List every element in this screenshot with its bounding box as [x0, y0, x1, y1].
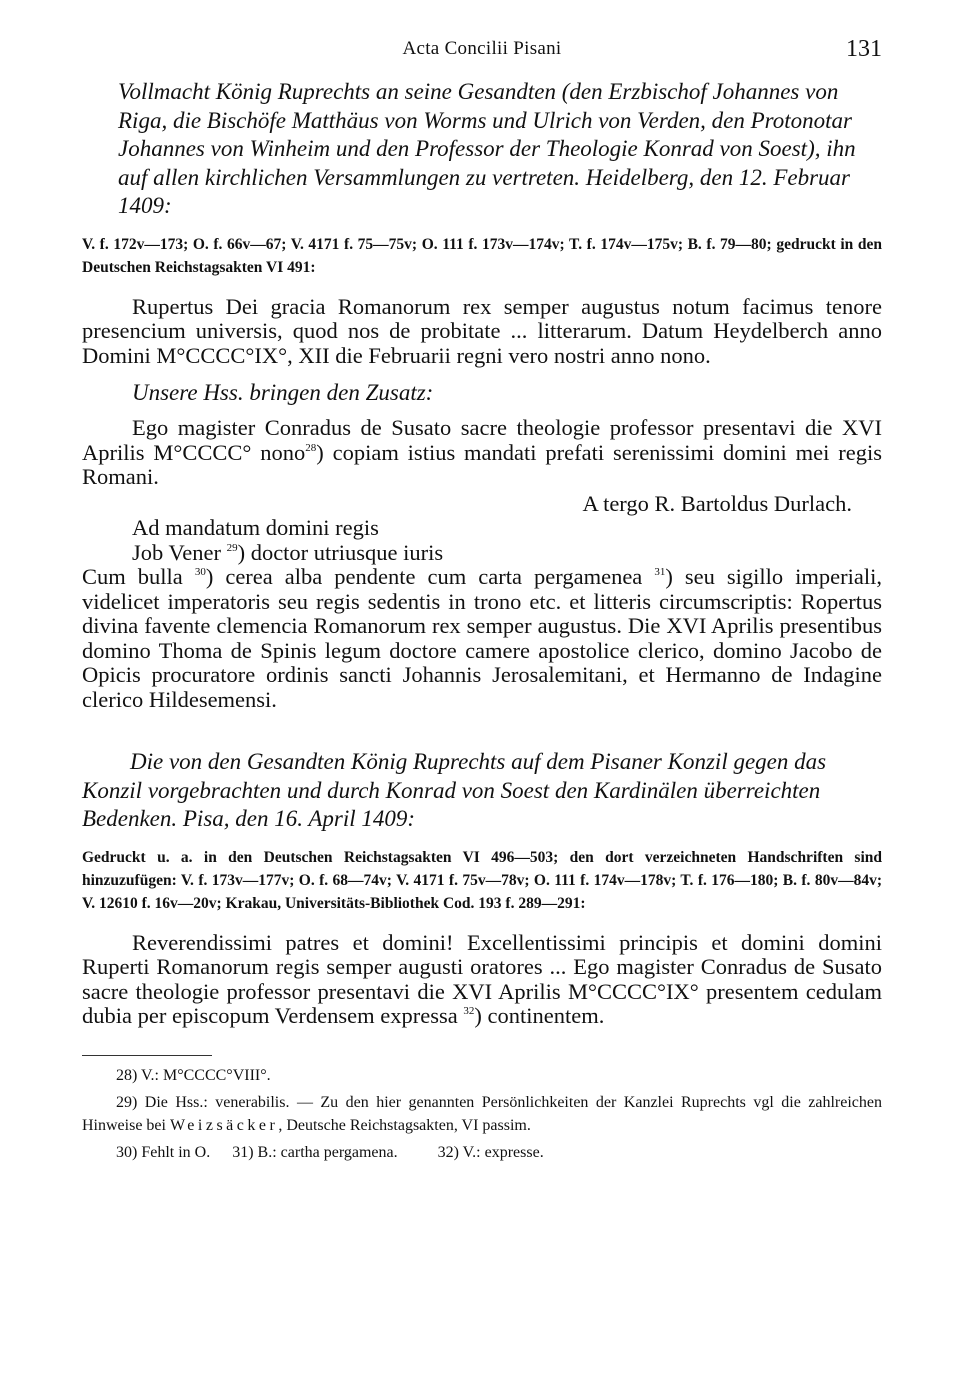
running-title: Acta Concilii Pisani [402, 38, 562, 59]
footnote-ref: 29 [226, 541, 238, 554]
document-page [82, 30, 882, 1168]
footnote-ref: 31 [654, 566, 666, 578]
bulla-paragraph [82, 565, 882, 712]
footnotes-30-32 [82, 1141, 882, 1164]
source-note-1: V. f. 172v—173; O. f. 66v—67; V. 4171 f. 75—75v; O. 111 f. 173v—174v; T. f. 174v—175v; B. f. 79—80; gedruckt in den Deutschen Reichstagsakten VI 491: [82, 235, 882, 276]
addition-text-part: Ego magister Conradus de Susato sacre theologie professor presentavi die XVI Aprilis M°CCCC° nono [82, 415, 882, 465]
document-heading-2: Die von den Gesandten König Ruprechts auf dem Pisaner Konzil gegen das Konzil vorgebrachten und durch Konrad von Soest den Kardinälen überreichten Bedenken. Pisa, den 16. April 1409: [82, 749, 827, 831]
bulla-text: ) seu sigillo imperiali, videlicet imperatoris seu regis sedentis in trono etc. et litteris circumscriptis: Ropertus divina favente clemencia Romanorum rex semper augustus. Die XVI Aprilis presentibus domino Thoma de Spinis legum doctore camere apostolice clerico, domino Jacobo de Opicis procuratore ordinis sancti Johannis Jerosalemitani, et Hermanno de Indagine clerico Hildesemensi. [82, 564, 882, 712]
addition-paragraph [82, 416, 882, 490]
footnote-author: Weizsäcker [169, 1116, 279, 1134]
footnote-ref: 30 [194, 566, 206, 578]
bedenken-text [82, 931, 882, 1029]
footnote-29 [82, 1091, 882, 1137]
page-number: 131 [846, 36, 882, 62]
bulla-text: ) cerea alba pendente cum carta pergamenea [205, 564, 655, 589]
a-tergo-line: A tergo R. Bartoldus Durlach. [582, 490, 852, 516]
footnotes [82, 1064, 882, 1164]
mandate-line: Ad mandatum domini regis [132, 515, 379, 540]
document-heading-1: Vollmacht König Ruprechts an seine Gesandten (den Erzbischof Johannes von Riga, die Bischöfe Matthäus von Worms und Ulrich von Verden, den Protonotar Johannes von Winheim und den Professor der Theologie Konrad von Soest), ihn auf allen kirchlichen Versammlungen zu vertreten. Heidelberg, den 12. Februar 1409: [118, 79, 856, 218]
footnote-text: , Deutsche Reichstagsakten, VI passim. [278, 1116, 531, 1134]
footnote-32: 32) V.: expresse. [437, 1143, 544, 1161]
mandate-text: Job Vener [132, 539, 227, 565]
footnote-ref: 32 [463, 1005, 475, 1017]
charter-paragraph: Rupertus Dei gracia Romanorum rex semper augustus notum facimus tenore presencium universis, quod nos de probitate ... litterarum. Datum Heydelberch anno Domini M°CCCC°IX°, XII die Februarii regni vero nostri anno nono. [82, 293, 882, 368]
running-head [82, 30, 882, 74]
footnote-ref: 28 [305, 441, 317, 454]
footnote-text: 28) V.: M°CCCC°VIII°. [116, 1066, 271, 1084]
bulla-text: Cum bulla [82, 564, 195, 589]
charter-text [82, 295, 882, 369]
footnote-31: 31) B.: cartha pergamena. [232, 1143, 398, 1161]
bedenken-paragraph [82, 931, 882, 1029]
addition-text [82, 416, 882, 712]
mandate-signature-line [82, 541, 882, 566]
bedenken-text-part: ) continentem. [474, 1003, 605, 1028]
footnote-28 [82, 1064, 882, 1087]
footnote-text: 29) Die Hss.: venerabilis. — Zu den hier genannten Persönlichkeiten der Kanzlei Ruprechts vgl die zahlreichen Hinweise bei [82, 1093, 882, 1134]
mandate-text: ) doctor utriusque iuris [237, 539, 444, 565]
addition-text-part: ) copiam istius mandati prefati serenissimi domini mei regis Romani. [82, 439, 882, 489]
footnote-30: 30) Fehlt in O. [116, 1143, 211, 1161]
source-note-2: Gedruckt u. a. in den Deutschen Reichstagsakten VI 496—503; den dort verzeichneten Handschriften sind hinzuzufügen: V. f. 173v—177v; O. f. 68—74v; V. 4171 f. 75v—78v; O. 111 f. 174v—178v; T. f. 176—180; B. f. 80v—84v; V. 12610 f. 16v—20v; Krakau, Universitäts-Bibliothek Cod. 193 f. 289—291: [82, 848, 882, 912]
addition-subheading: Unsere Hss. bringen den Zusatz: [132, 380, 434, 405]
bedenken-text-part: Reverendissimi patres et domini! Excellentissimi principis et domini domini Ruperti Romanorum regis semper augusti oratores ... Ego magister Conradus de Susato sacre theologie professor presentavi die XVI Aprilis M°CCCC°IX° presentem cedulam dubia per episcopum Verdensem expressa [82, 929, 882, 1028]
footnote-divider [82, 1055, 212, 1056]
